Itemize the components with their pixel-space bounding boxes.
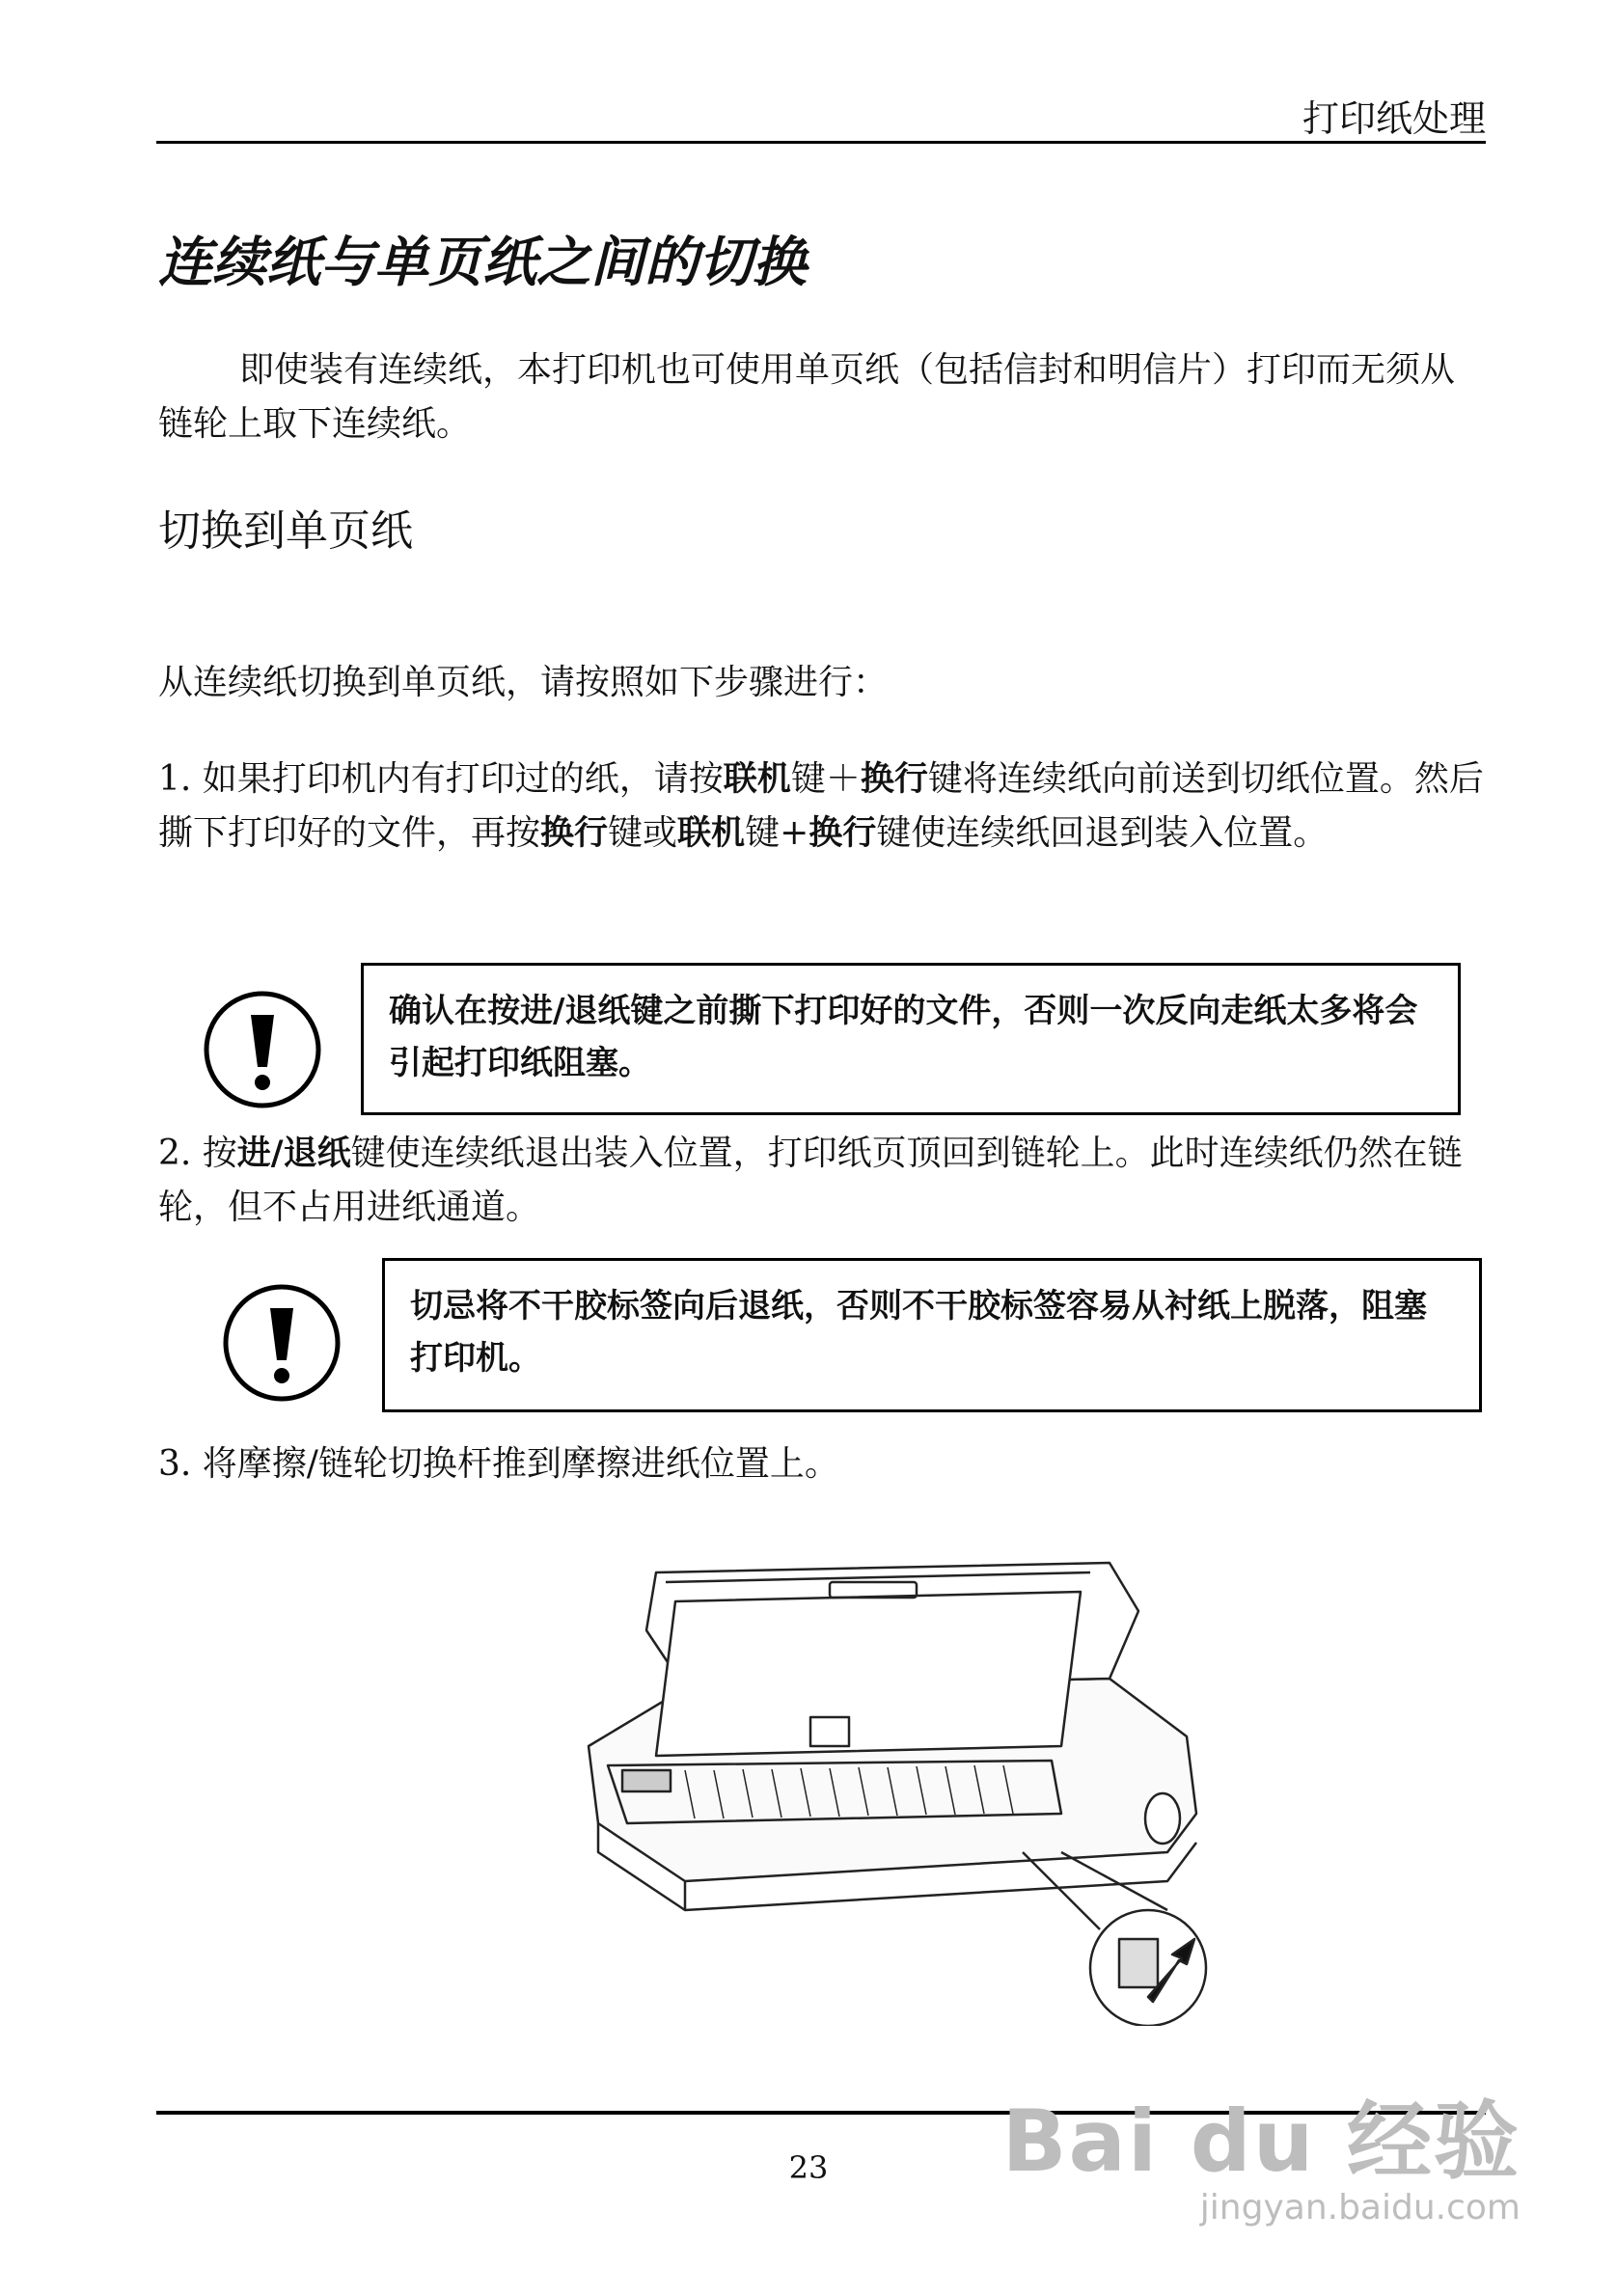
step-1-text: 键使连续纸回退到装入位置。 <box>876 813 1329 853</box>
step-3: 3. 将摩擦/链轮切换杆推到摩擦进纸位置上。 <box>158 1444 839 1484</box>
step-1-text: 1. 如果打印机内有打印过的纸，请按 <box>158 759 724 799</box>
page-title: 连续纸与单页纸之间的切换 <box>158 232 807 294</box>
watermark <box>1001 2074 1521 2228</box>
watermark-url: jingyan.baidu.com <box>1199 2188 1521 2228</box>
key-linefeed: 换行 <box>860 760 928 799</box>
exclamation-circle-icon <box>222 1283 342 1403</box>
step-1 <box>158 752 1486 861</box>
key-online: 联机 <box>723 760 791 799</box>
intro-paragraph: 即使装有连续纸，本打印机也可使用单页纸（包括信封和明信片）打印而无须从链轮上取下连续纸。 <box>158 350 1456 444</box>
watermark-brand: Bai du 经验 <box>1001 2091 1521 2191</box>
warning-text-2: 切忌将不干胶标签向后退纸，否则不干胶标签容易从衬纸上脱落，阻塞打印机。 <box>410 1287 1427 1378</box>
key-online: 联机 <box>677 814 746 853</box>
step-1-text: 键+ <box>745 813 809 853</box>
exclamation-circle-icon <box>203 990 322 1109</box>
key-linefeed: 换行 <box>808 814 877 853</box>
step-2-text: 键使连续纸退出装入位置，打印纸页顶回到链轮上。此时连续纸仍然在链轮，但不占用进纸通道。 <box>158 1134 1463 1227</box>
warning-box-2 <box>382 1258 1482 1412</box>
step-2-text: 2. 按 <box>158 1134 237 1173</box>
page-number: 23 <box>788 2149 829 2186</box>
step-1-text: 键或 <box>608 813 678 853</box>
step-1-text: 键将连续纸向前送到切纸位置。然后撕下打印好的文件，再按 <box>158 759 1484 853</box>
header-section-title: 打印纸处理 <box>1302 97 1486 140</box>
header-rule <box>156 141 1486 144</box>
warning-box-1 <box>361 963 1461 1115</box>
lead-paragraph: 从连续纸切换到单页纸，请按照如下步骤进行： <box>158 663 889 702</box>
step-2 <box>158 1127 1486 1235</box>
printer-illustration <box>569 1534 1245 2026</box>
step-1-text: 键＋ <box>790 759 861 799</box>
key-linefeed: 换行 <box>540 814 609 853</box>
warning-text-1: 确认在按进/退纸键之前撕下打印好的文件，否则一次反向走纸太多将会引起打印纸阻塞。 <box>389 992 1418 1082</box>
key-feed-reverse: 进/退纸 <box>236 1134 351 1173</box>
subheading: 切换到单页纸 <box>158 506 413 556</box>
